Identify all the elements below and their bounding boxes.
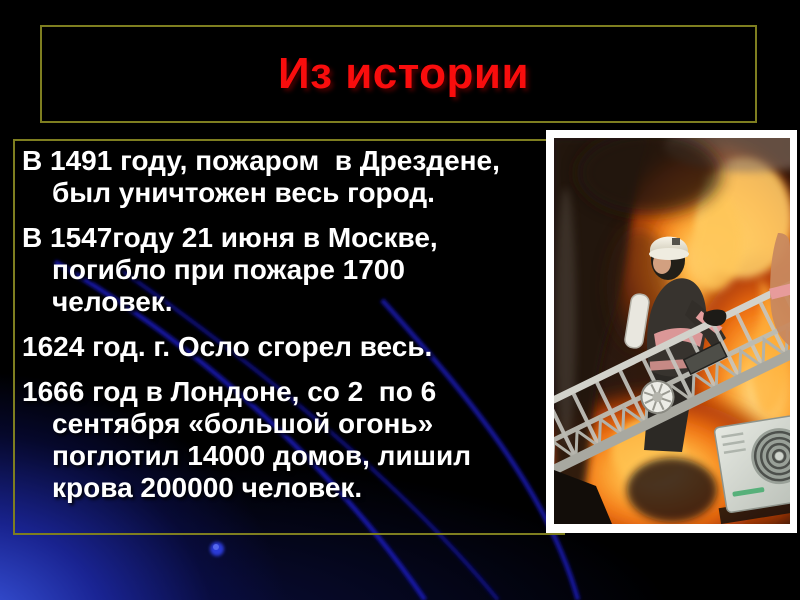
text-line: 1624 год. г. Осло сгорел весь. [22, 331, 433, 362]
text-line: В 1547году 21 июня в Москве, [22, 222, 438, 253]
paragraph [22, 331, 563, 363]
text-line: был уничтожен весь город. [52, 177, 435, 208]
text-line: человек. [52, 286, 173, 317]
text-line: 1666 год в Лондоне, со 2 по 6 [22, 376, 437, 407]
text-line: поглотил 14000 домов, лишил [52, 440, 472, 471]
firefighter-ladder-fire-illustration [554, 138, 790, 524]
text-line: крова 200000 человек. [52, 472, 363, 503]
paragraph [22, 222, 563, 318]
slide-title: Из истории [277, 49, 530, 98]
fire-photo [546, 130, 797, 533]
title-box [40, 25, 757, 123]
text-line: сентября «большой огонь» [52, 408, 434, 439]
swirl-dot-highlight [213, 544, 219, 550]
paragraph [22, 376, 563, 504]
text-line: погибло при пожаре 1700 [52, 254, 405, 285]
text-line: В 1491 году, пожаром в Дрездене, [22, 145, 500, 176]
history-text-box [13, 139, 565, 535]
paragraph [22, 145, 563, 209]
history-paragraphs [22, 145, 563, 504]
